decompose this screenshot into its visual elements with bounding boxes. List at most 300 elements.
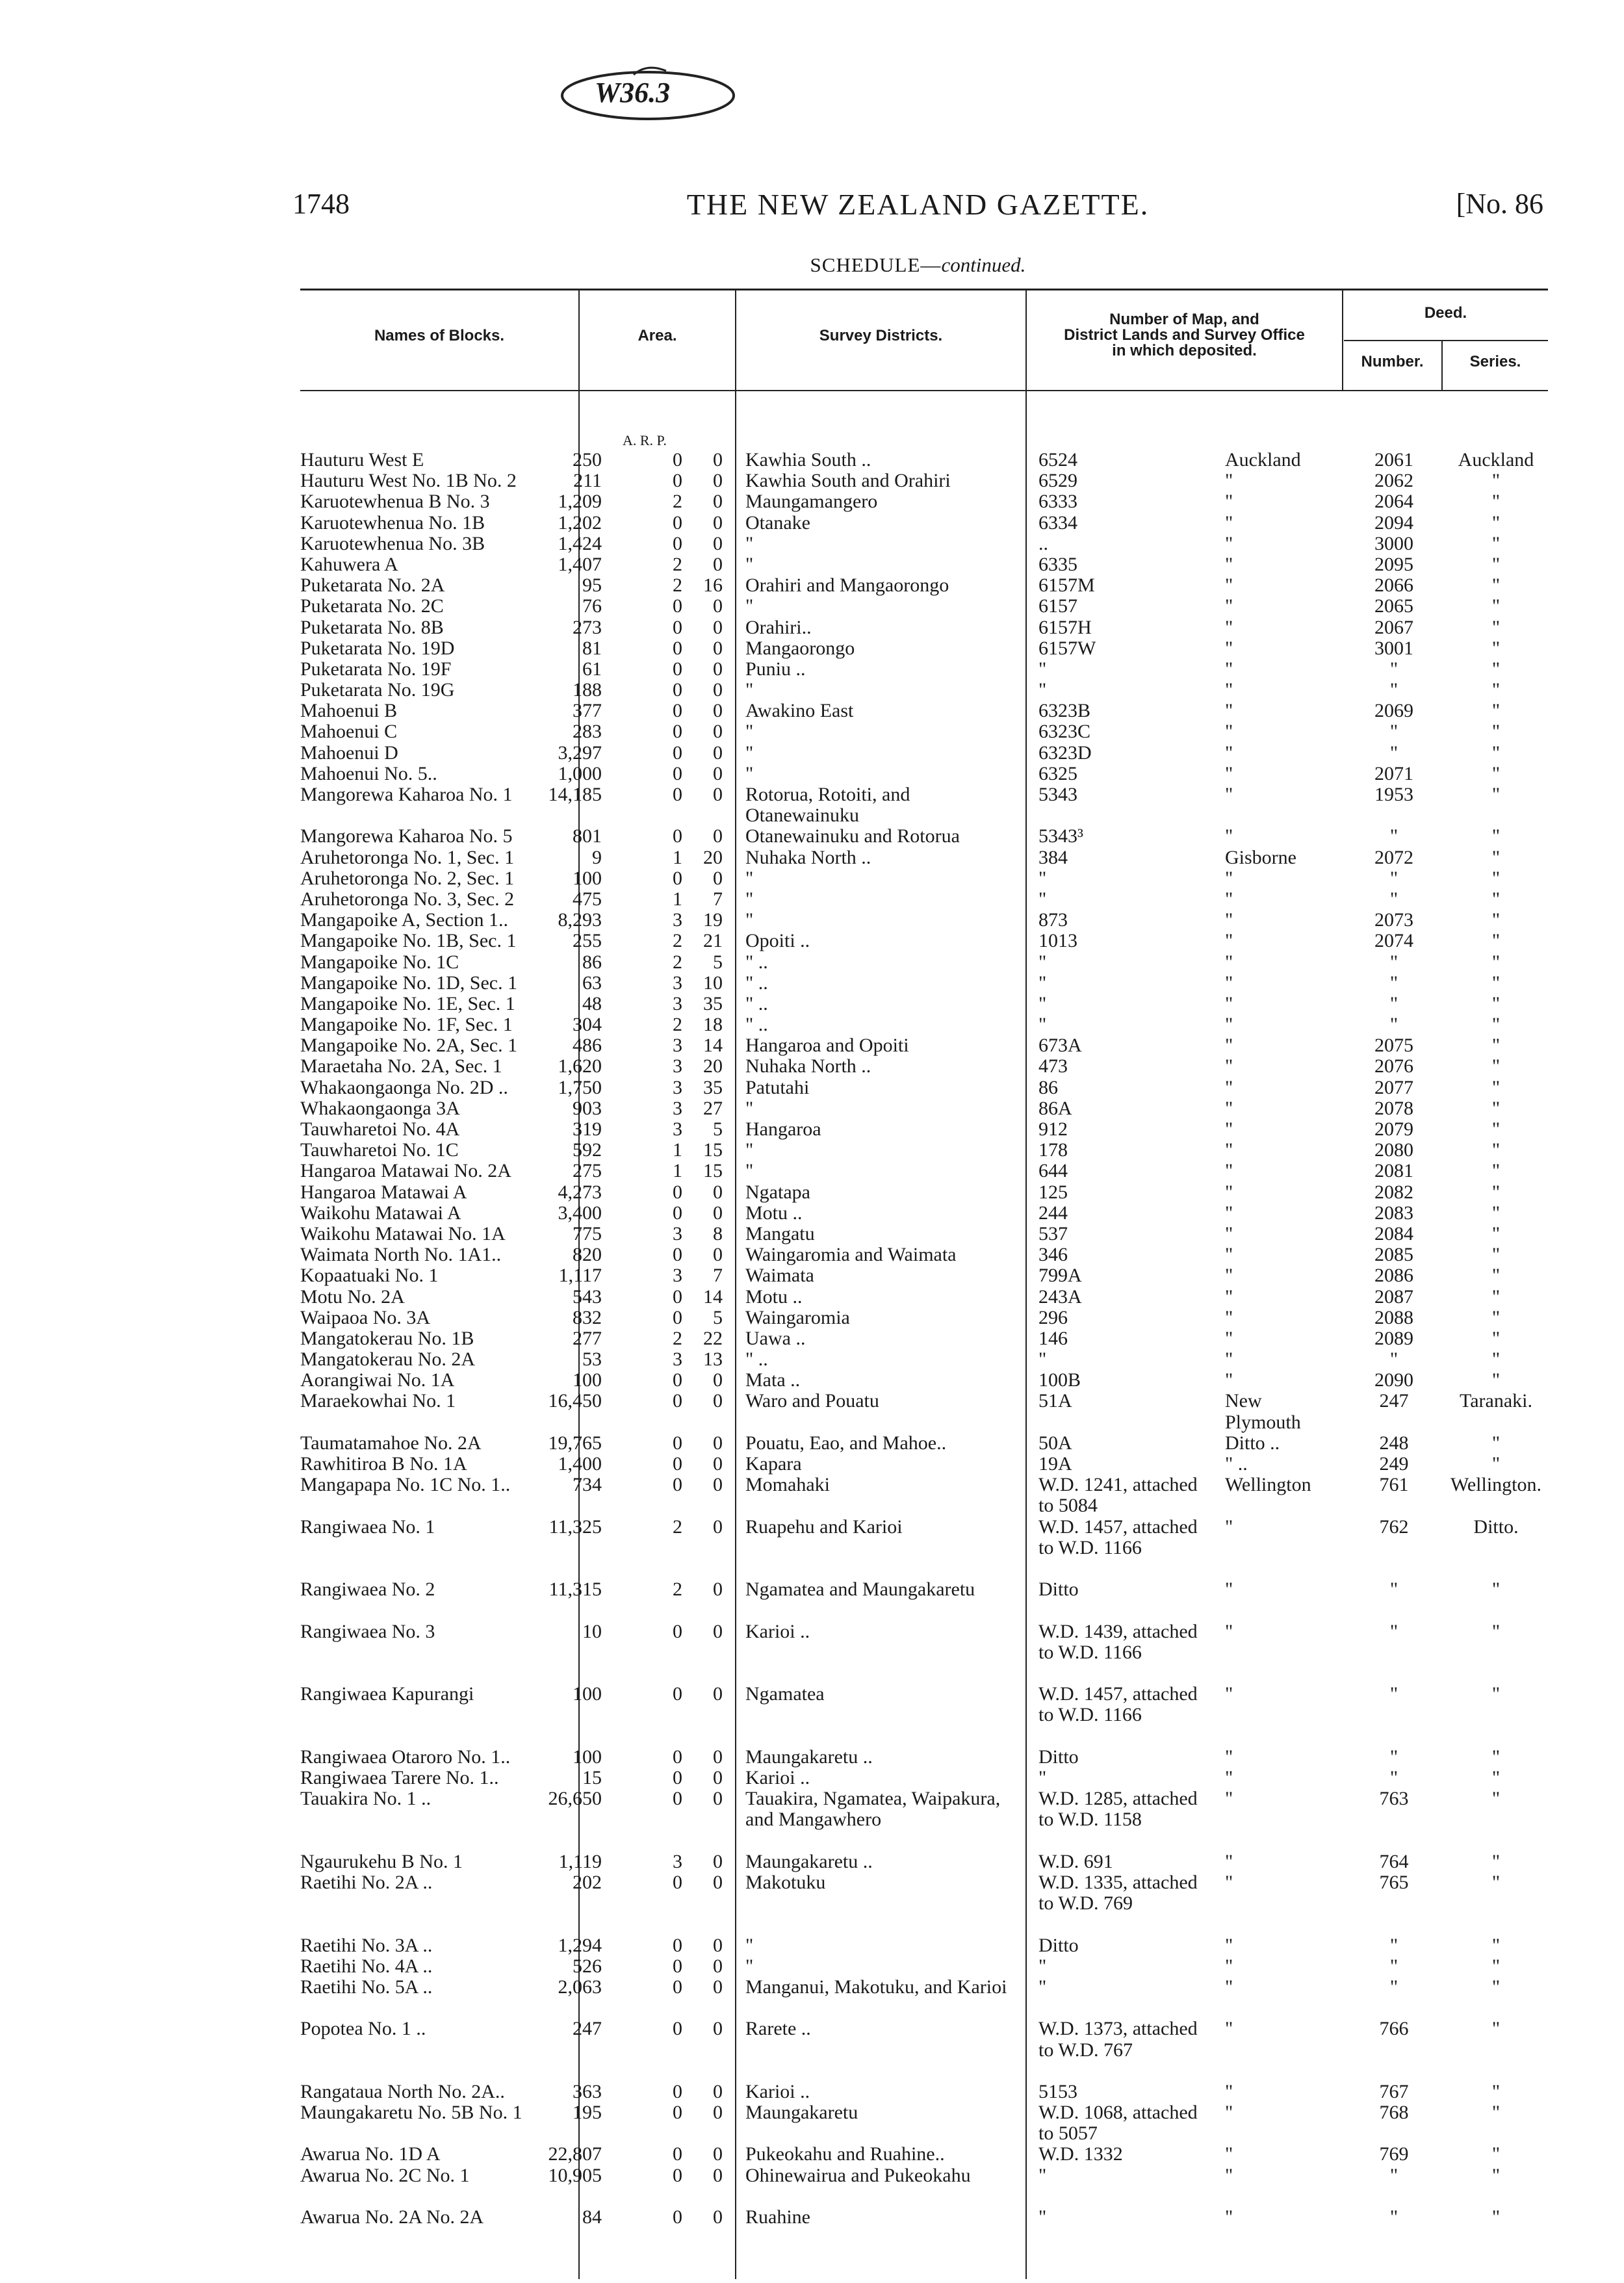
deed-series: " [1491,616,1501,638]
survey-office: " [1225,1327,1233,1349]
block-name: Aruhetoronga No. 2, Sec. 1 [300,868,515,889]
block-name: Mangorewa Kaharoa No. 1 [300,784,513,805]
area-acres: 1,407 [558,553,602,575]
survey-office: " [1225,784,1233,805]
table-row [0,2019,1624,2082]
deed-series: " [1491,511,1501,534]
table-row [0,2102,1624,2144]
area-roods: 0 [673,1432,682,1454]
survey-office: " [1225,1369,1233,1391]
area-acres: 63 [582,972,602,994]
deed-number: " [1389,1746,1398,1768]
block-name: Aruhetoronga No. 3, Sec. 2 [300,888,515,910]
area-roods: 0 [673,532,682,554]
map-number: 6157W [1038,637,1096,659]
area-acres: 247 [573,2018,602,2040]
area-units: A. R. P. [623,432,667,448]
survey-district: Otanewainuku and Rotorua [745,825,960,847]
deed-number: 767 [1379,2080,1409,2102]
area-acres: 188 [573,679,602,701]
deed-series: " [1491,930,1501,952]
deed-series: " [1491,1097,1501,1119]
area-roods: 3 [673,1097,682,1119]
area-acres: 592 [573,1139,602,1161]
deed-series: " [1491,1222,1501,1245]
survey-district: Maungakaretu .. [745,1850,873,1872]
deed-series: " [1491,2018,1501,2040]
map-number: " [1038,1014,1047,1036]
area-perches: 20 [703,1055,723,1077]
block-name: Hauturu West E [300,450,424,471]
block-name: Mahoenui B [300,701,398,722]
area-perches: 0 [713,1244,723,1266]
block-name: Aorangiwai No. 1A [300,1370,455,1391]
survey-office: " [1225,491,1233,513]
map-number: 6325 [1038,762,1077,784]
area-perches: 0 [713,637,723,659]
area-perches: 0 [713,1181,723,1203]
area-perches: 15 [703,1139,723,1161]
block-name: Maungakaretu No. 5B No. 1 [300,2102,522,2124]
column-header-map-line1: Number of Map, and [1109,311,1259,328]
area-roods: 0 [673,825,682,847]
survey-district: " [745,1934,754,1956]
survey-office: " [1225,532,1233,554]
area-perches: 0 [713,825,723,847]
survey-office: Auckland [1225,449,1301,471]
area-perches: 15 [703,1160,723,1182]
table-top-rule [300,289,1548,290]
block-name: Raetihi No. 3A .. [300,1935,433,1956]
deed-series: " [1491,742,1501,764]
area-acres: 1,202 [558,511,602,534]
block-name: Taumatamahoe No. 2A [300,1432,482,1454]
deed-series: " [1491,553,1501,575]
area-perches: 0 [713,1369,723,1391]
area-roods: 0 [673,784,682,805]
map-number: 86 [1038,1076,1058,1098]
survey-district: Waimata [745,1265,814,1287]
table-row [0,931,1624,951]
area-roods: 0 [673,595,682,617]
survey-office: " [1225,1976,1233,1998]
deed-number: " [1389,825,1398,847]
block-name: Puketarata No. 2C [300,596,444,617]
area-acres: 100 [573,1369,602,1391]
survey-district: " [745,595,754,617]
map-number: 6529 [1038,470,1077,492]
deed-number: 2090 [1374,1369,1413,1391]
survey-district: Mangaorongo [745,637,855,659]
table-row [0,471,1624,491]
deed-number: 2071 [1374,762,1413,784]
block-name: Whakaongaonga 3A [300,1098,460,1119]
area-acres: 10,905 [548,2164,602,2186]
deed-series: " [1491,1766,1501,1788]
block-name: Kahuwera A [300,554,398,575]
area-perches: 0 [713,867,723,889]
survey-district: Nuhaka North .. [745,846,871,868]
deed-series: " [1491,637,1501,659]
table-row [0,1872,1624,1935]
area-roods: 0 [673,2102,682,2124]
area-roods: 1 [673,1139,682,1161]
block-name: Mangapoike No. 1D, Sec. 1 [300,972,518,994]
deed-number: 2085 [1374,1244,1413,1266]
deed-number: " [1389,1579,1398,1601]
map-number: " [1038,1955,1047,1977]
survey-office: " [1225,972,1233,994]
block-name: Karuotewhenua B No. 3 [300,491,490,513]
deed-series: " [1491,2080,1501,2102]
block-name: Awarua No. 2A No. 2A [300,2207,484,2228]
area-perches: 0 [713,595,723,617]
survey-office: " [1225,616,1233,638]
table-row [0,701,1624,721]
survey-district: Orahiri and Mangaorongo [745,574,949,597]
survey-office: " [1225,1683,1233,1705]
survey-district: " [745,532,754,554]
survey-district: Mata .. [745,1369,801,1391]
area-roods: 0 [673,1474,682,1496]
area-perches: 0 [713,1579,723,1601]
survey-district: Waro and Pouatu [745,1390,879,1412]
deed-series: " [1491,1035,1501,1057]
block-name: Awarua No. 1D A [300,2144,441,2165]
area-roods: 0 [673,1871,682,1893]
area-perches: 5 [713,1306,723,1328]
deed-series: " [1491,721,1501,743]
area-acres: 11,325 [548,1516,602,1538]
survey-district: Nuhaka North .. [745,1055,871,1077]
area-acres: 250 [573,449,602,471]
block-name: Mangapoike No. 1E, Sec. 1 [300,993,515,1014]
survey-district: Manganui, Makotuku, and Karioi [745,1976,1007,1998]
survey-district: " .. [745,1348,768,1371]
area-acres: 100 [573,1683,602,1705]
survey-district: " [745,867,754,889]
area-roods: 0 [673,1181,682,1203]
survey-office: " [1225,930,1233,952]
deed-number: 762 [1379,1516,1409,1538]
area-perches: 0 [713,1516,723,1538]
deed-series: " [1491,1202,1501,1224]
deed-number: 2080 [1374,1139,1413,1161]
area-acres: 801 [573,825,602,847]
area-acres: 81 [582,637,602,659]
map-number: Ditto [1038,1934,1079,1956]
deed-number: 765 [1379,1871,1409,1893]
survey-office: " [1225,909,1233,931]
survey-district: Waingaromia and Waimata [745,1244,957,1266]
block-name: Puketarata No. 19D [300,638,455,659]
area-roods: 3 [673,909,682,931]
deed-number: " [1389,1348,1398,1371]
survey-office: " [1225,1746,1233,1768]
deed-series: " [1491,2164,1501,2186]
table-row [0,2082,1624,2102]
deed-series: " [1491,1683,1501,1705]
block-name: Kopaatuaki No. 1 [300,1265,439,1287]
survey-district: Pukeokahu and Ruahine.. [745,2143,945,2165]
area-acres: 1,424 [558,532,602,554]
map-number: 19A [1038,1453,1072,1475]
table-row [0,1140,1624,1161]
map-number: " [1038,658,1047,680]
deed-series: " [1491,1076,1501,1098]
column-header-names: Names of Blocks. [374,327,505,344]
survey-office: " [1225,1076,1233,1098]
survey-office: " [1225,1118,1233,1141]
deed-number: 2074 [1374,930,1413,952]
area-roods: 0 [673,449,682,471]
area-roods: 0 [673,1453,682,1475]
block-name: Mangapoike No. 1B, Sec. 1 [300,931,517,952]
table-row [0,743,1624,764]
area-acres: 2,063 [558,1976,602,1998]
deed-number: " [1389,1683,1398,1705]
deed-series: " [1491,700,1501,722]
units-row [0,430,1624,450]
deed-number: 766 [1379,2018,1409,2040]
area-roods: 2 [673,553,682,575]
deed-series: " [1491,784,1501,805]
area-acres: 255 [573,930,602,952]
table-row [0,575,1624,596]
deed-number: 768 [1379,2102,1409,2124]
block-name: Rangiwaea Kapurangi [300,1684,474,1705]
area-acres: 3,297 [558,742,602,764]
deed-number: 2069 [1374,700,1413,722]
deed-series: " [1491,2143,1501,2165]
area-perches: 18 [703,1014,723,1036]
block-name: Ngaurukehu B No. 1 [300,1851,463,1872]
gazette-title: THE NEW ZEALAND GAZETTE. [686,188,1150,221]
survey-district: " [745,1955,754,1977]
map-number: " [1038,1348,1047,1371]
table-row [0,994,1624,1014]
deed-series: " [1491,909,1501,931]
area-roods: 0 [673,511,682,534]
area-acres: 100 [573,1746,602,1768]
survey-district: " [745,742,754,764]
block-name: Rawhitiroa B No. 1A [300,1454,467,1475]
table-row [0,847,1624,868]
block-name: Mangorewa Kaharoa No. 5 [300,826,513,847]
survey-office: New Plymouth [1225,1390,1301,1433]
deed-series: " [1491,532,1501,554]
area-roods: 0 [673,658,682,680]
survey-district: Kawhia South and Orahiri [745,470,951,492]
block-name: Tauwharetoi No. 4A [300,1119,460,1141]
deed-series: " [1491,1055,1501,1077]
map-number: 178 [1038,1139,1068,1161]
area-acres: 1,620 [558,1055,602,1077]
area-roods: 0 [673,2018,682,2040]
block-name: Maraetaha No. 2A, Sec. 1 [300,1056,502,1077]
area-acres: 48 [582,992,602,1014]
area-roods: 2 [673,491,682,513]
area-acres: 734 [573,1474,602,1496]
survey-office: Wellington [1225,1474,1311,1496]
deed-subheader-rule [1344,340,1548,341]
survey-district: Ngamatea and Maungakaretu [745,1579,975,1601]
area-roods: 0 [673,1788,682,1810]
area-perches: 7 [713,888,723,910]
area-roods: 0 [673,1766,682,1788]
survey-office: " [1225,1014,1233,1036]
survey-district: Waingaromia [745,1306,850,1328]
map-number: 244 [1038,1202,1068,1224]
area-perches: 0 [713,1871,723,1893]
schedule-table-body [0,430,1624,2228]
survey-office: " [1225,470,1233,492]
map-number: W.D. 1332 [1038,2143,1123,2165]
survey-office: " [1225,2080,1233,2102]
deed-number: " [1389,2206,1398,2228]
area-acres: 53 [582,1348,602,1371]
deed-number: " [1389,1955,1398,1977]
area-perches: 0 [713,2102,723,2124]
block-name: Mangapapa No. 1C No. 1.. [300,1475,511,1496]
table-row [0,2165,1624,2207]
deed-series: " [1491,1432,1501,1454]
block-name: Puketarata No. 19F [300,658,452,680]
area-perches: 14 [703,1285,723,1308]
block-name: Mangatokerau No. 1B [300,1328,474,1349]
map-number: " [1038,951,1047,973]
area-acres: 15 [582,1766,602,1788]
area-perches: 0 [713,1474,723,1496]
deed-series: Auckland [1458,449,1534,471]
survey-office: Gisborne [1225,846,1296,868]
map-number: W.D. 1285, attached to W.D. 1158 [1038,1788,1198,1831]
block-name: Aruhetoronga No. 1, Sec. 1 [300,847,515,868]
map-number: 873 [1038,909,1068,931]
area-roods: 1 [673,846,682,868]
survey-district: " [745,1097,754,1119]
deed-number: " [1389,1766,1398,1788]
map-number: W.D. 1439, attached to W.D. 1166 [1038,1620,1198,1663]
area-perches: 0 [713,721,723,743]
area-roods: 3 [673,1035,682,1057]
table-row [0,638,1624,659]
block-name: Maraekowhai No. 1 [300,1391,456,1412]
survey-district: " [745,1139,754,1161]
area-perches: 8 [713,1222,723,1245]
block-name: Raetihi No. 4A .. [300,1955,433,1977]
block-name: Mangapoike No. 2A, Sec. 1 [300,1035,518,1057]
area-acres: 19,765 [548,1432,602,1454]
survey-district: Hangaroa and Opoiti [745,1035,909,1057]
area-acres: 1,209 [558,491,602,513]
area-perches: 7 [713,1265,723,1287]
survey-district: " [745,721,754,743]
survey-office: " [1225,1160,1233,1182]
map-number: 6333 [1038,491,1077,513]
area-roods: 0 [673,1285,682,1308]
survey-office: " [1225,1202,1233,1224]
deed-series: " [1491,595,1501,617]
survey-district: Maungamangero [745,491,878,513]
survey-district: Ruahine [745,2206,810,2228]
table-row [0,1851,1624,1872]
table-row [0,1035,1624,1056]
area-acres: 195 [573,2102,602,2124]
block-name: Rangiwaea No. 1 [300,1516,435,1538]
deed-series: " [1491,1118,1501,1141]
survey-office: " [1225,951,1233,973]
deed-series: " [1491,1788,1501,1810]
map-number: 384 [1038,846,1068,868]
deed-series: " [1491,992,1501,1014]
area-perches: 0 [713,1202,723,1224]
survey-district: Mangatu [745,1222,815,1245]
area-roods: 3 [673,1055,682,1077]
block-name: Raetihi No. 5A .. [300,1976,433,1998]
map-number: 50A [1038,1432,1072,1454]
area-perches: 0 [713,2164,723,2186]
area-roods: 0 [673,470,682,492]
map-number: W.D. 1457, attached to W.D. 1166 [1038,1516,1198,1558]
area-roods: 0 [673,867,682,889]
survey-office: " [1225,574,1233,597]
map-number: 125 [1038,1181,1068,1203]
table-row [0,1788,1624,1851]
map-number: 346 [1038,1244,1068,1266]
area-perches: 19 [703,909,723,931]
area-acres: 363 [573,2080,602,2102]
block-name: Rangiwaea Tarere No. 1.. [300,1767,499,1788]
survey-office: " [1225,742,1233,764]
map-number: 6157M [1038,574,1095,597]
area-perches: 0 [713,1453,723,1475]
survey-district: Ruapehu and Karioi [745,1516,903,1538]
area-roods: 3 [673,1265,682,1287]
deed-series: " [1491,867,1501,889]
area-roods: 0 [673,616,682,638]
block-name: Puketarata No. 2A [300,575,445,597]
deed-number: 761 [1379,1474,1409,1496]
survey-office: " [1225,1181,1233,1203]
survey-district: Otanake [745,511,810,534]
table-row [0,1077,1624,1098]
deed-number: 2086 [1374,1265,1413,1287]
deed-series: " [1491,1139,1501,1161]
map-number: " [1038,2206,1047,2228]
area-acres: 273 [573,616,602,638]
area-acres: 211 [573,470,602,492]
block-name: Waikohu Matawai A [300,1202,461,1224]
survey-district: Motu .. [745,1202,803,1224]
area-perches: 22 [703,1327,723,1349]
map-number: W.D. 1373, attached to W.D. 767 [1038,2018,1198,2061]
survey-office: " [1225,2102,1233,2124]
deed-number: 769 [1379,2143,1409,2165]
table-row [0,764,1624,784]
map-number: 6524 [1038,449,1077,471]
area-perches: 13 [703,1348,723,1371]
map-number: 5343 [1038,784,1077,805]
table-row [0,1454,1624,1475]
area-roods: 2 [673,1327,682,1349]
area-roods: 1 [673,888,682,910]
area-roods: 3 [673,1076,682,1098]
map-number: W.D. 1068, attached to 5057 [1038,2102,1198,2145]
area-roods: 2 [673,1516,682,1538]
table-row [0,1287,1624,1308]
area-acres: 1,119 [558,1850,602,1872]
